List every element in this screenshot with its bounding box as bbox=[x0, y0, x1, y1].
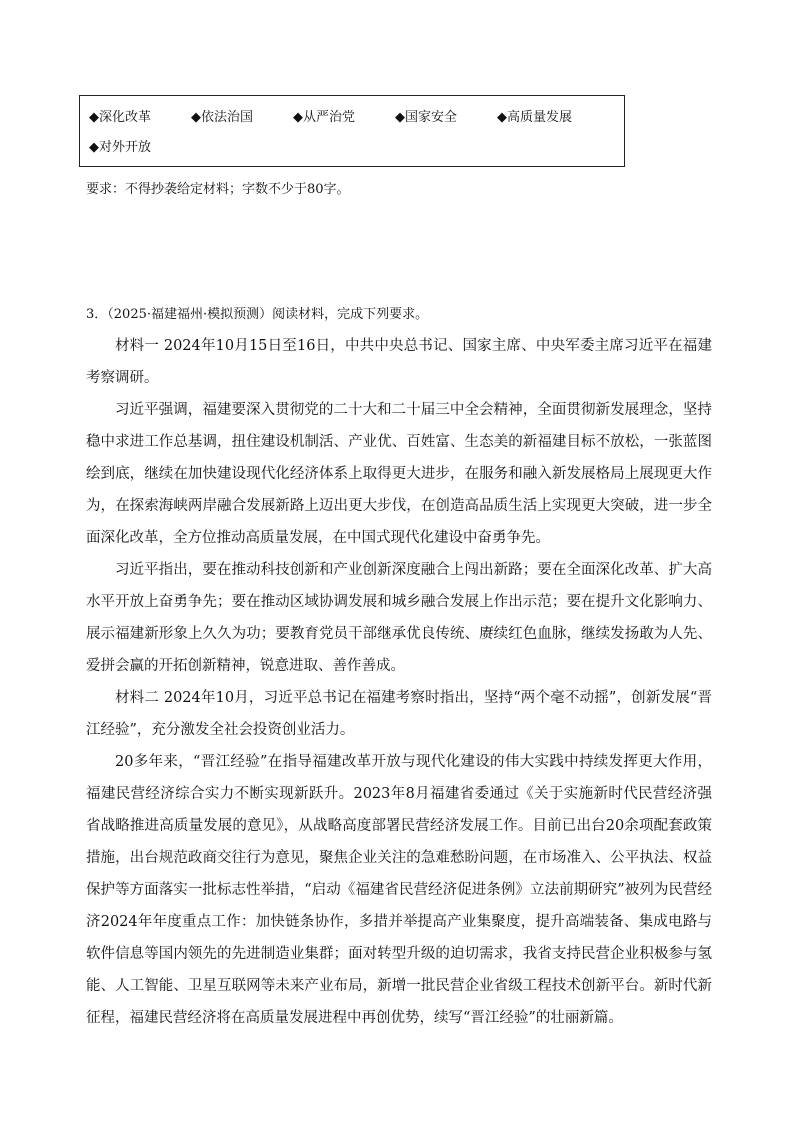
material-paragraph: 习近平强调，福建要深入贯彻党的二十大和二十届三中全会精神，全面贯彻新发展理念，坚持稳中求进工作总基调，扭住建设机制活、产业优、百姓富、生态美的新福建目标不放松，一张蓝图绘到底，继续在加快建设现代化经济体系上取得更大进步，在服务和融入新发展格局上展现更大作为，在探索海峡两岸融合发展新路上迈出更大步伐，在创造高品质生活上实现更大突破，进一步全面深化改革，全方位推动高质量发展，在中国式现代化建设中奋勇争先。 bbox=[86, 402, 712, 546]
material-paragraph: 材料二 2024年10月，习近平总书记在福建考察时指出，坚持“两个毫不动摇”，创新发展“晋江经验”，充分激发全社会投资创业活力。 bbox=[86, 690, 712, 738]
topic-item: ◆高质量发展 bbox=[497, 110, 572, 125]
requirement-text: 要求：不得抄袭给定材料；字数不少于80字。 bbox=[86, 182, 350, 197]
material-paragraph: 20多年来，“晋江经验”在指导福建改革开放与现代化建设的伟大实践中持续发挥更大作用，福建民营经济综合实力不断实现新跃升。2023年8月福建省委通过《关于实施新时代民营经济强省战略推进高质量发展的意见》，从战略高度部署民营经济发展工作。目前已出台20余项配套政策措施，出台规范政商交往行为意见，聚焦企业关注的急难愁盼问题，在市场准入、公平执法、权益保护等方面落实一批标志性举措，“启动《福建省民营经济促进条例》立法前期研究”被列为民营经济2024年年度重点工作：加快链条协作，多措并举提高产业集聚度，提升高端装备、集成电路与软件信息等国内领先的先进制造业集群；面对转型升级的迫切需求，我省支持民营企业积极参与氢能、人工智能、卫星互联网等未来产业布局，新增一批民营企业省级工程技术创新平台。新时代新征程，福建民营经济将在高质量发展进程中再创优势，续写“晋江经验”的壮丽新篇。 bbox=[86, 754, 712, 1026]
topic-item: ◆从严治党 bbox=[293, 110, 355, 125]
topic-item: ◆依法治国 bbox=[191, 110, 253, 125]
topic-item: ◆深化改革 bbox=[89, 110, 151, 125]
topic-item: ◆国家安全 bbox=[395, 110, 457, 125]
material-paragraph: 材料一 2024年10月15日至16日，中共中央总书记、国家主席、中央军委主席习近平在福建考察调研。 bbox=[86, 338, 712, 386]
topic-item: ◆对外开放 bbox=[89, 140, 151, 155]
topics-box bbox=[79, 95, 625, 167]
material-paragraph: 习近平指出，要在推动科技创新和产业创新深度融合上闯出新路；要在全面深化改革、扩大高水平开放上奋勇争先；要在推动区域协调发展和城乡融合发展上作出示范；要在提升文化影响力、展示福建新形象上久久为功；要教育党员干部继承优良传统、赓续红色血脉，继续发扬敢为人先、爱拼会赢的开拓创新精神，锐意进取、善作善成。 bbox=[86, 562, 712, 674]
question-header: 3．（2025·福建福州·模拟预测）阅读材料，完成下列要求。 bbox=[86, 307, 429, 322]
